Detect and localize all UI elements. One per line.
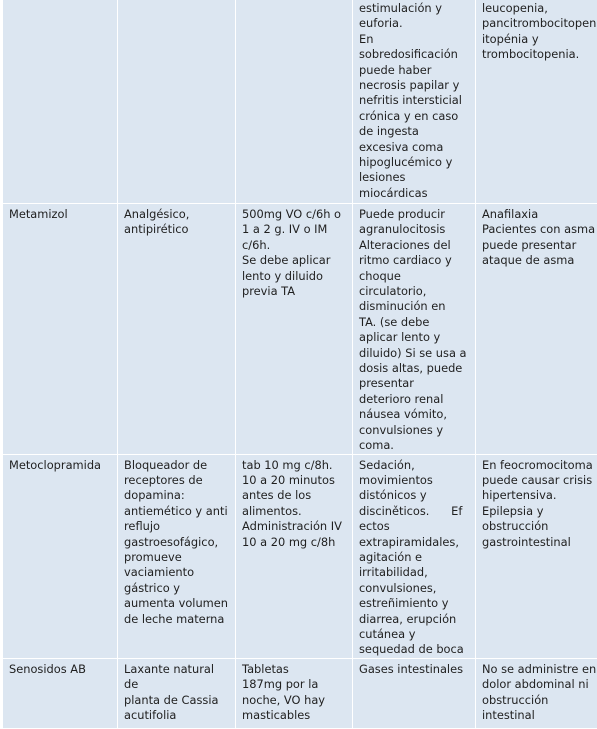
- cell-use: Bloqueador de receptores de dopamina: antiemético y anti reflujo gastroesofágico, promueve vaciamiento gástrico y aumenta volumen de leche materna: [118, 454, 236, 658]
- cell-drug: [3, 0, 118, 204]
- cell-dose: 500mg VO c/6h o 1 a 2 g. IV o IM c/6h. Se debe aplicar lento y diluido previa TA: [236, 204, 353, 455]
- cell-contraindications: Anafilaxia Pacientes con asma puede presentar ataque de asma: [476, 204, 597, 455]
- cell-use: Laxante natural de planta de Cassia acutifolia: [118, 658, 236, 728]
- table-row: [3, 0, 597, 204]
- cell-use: [118, 0, 236, 204]
- cell-drug: Metoclopramida: [3, 454, 118, 658]
- cell-effects: Gases intestinales: [353, 658, 476, 728]
- cell-contraindications: No se administre en dolor abdominal ni obstrucción intestinal: [476, 658, 597, 728]
- cell-drug: Senosidos AB: [3, 658, 118, 728]
- cell-effects: estimulación y euforia. En sobredosificación puede haber necrosis papilar y nefritis intersticial crónica y en caso de ingesta excesiva coma hipoglucémico y lesiones miocárdicas: [353, 0, 476, 204]
- table-row: [3, 658, 597, 728]
- cell-dose: Tabletas 187mg por la noche, VO hay masticables: [236, 658, 353, 728]
- cell-dose: [236, 0, 353, 204]
- cell-contraindications: leucopenia, pancitrombocitopen itopénia y trombocitopenia.: [476, 0, 597, 204]
- cell-effects: Puede producir agranulocitosis Alteraciones del ritmo cardiaco y choque circulatorio, disminución en TA. (se debe aplicar lento y diluido) Si se usa a dosis altas, puede presentar deterioro renal náusea vómito, convulsiones y coma.: [353, 204, 476, 455]
- drug-table: [2, 0, 597, 729]
- cell-drug: Metamizol: [3, 204, 118, 455]
- cell-use: Analgésico, antipirético: [118, 204, 236, 455]
- table-row: [3, 454, 597, 658]
- cell-effects: Sedación, movimientos distónicos y disciněticos. Ef ectos extrapiramidales, agitación e irritabilidad, convulsiones, estreñimiento y diarrea, erupción cutánea y sequedad de boca: [353, 454, 476, 658]
- table-row: [3, 204, 597, 455]
- cell-contraindications: En feocromocitoma puede causar crisis hipertensiva. Epilepsia y obstrucción gastrointestinal: [476, 454, 597, 658]
- cell-dose: tab 10 mg c/8h. 10 a 20 minutos antes de los alimentos. Administración IV 10 a 20 mg c/8h: [236, 454, 353, 658]
